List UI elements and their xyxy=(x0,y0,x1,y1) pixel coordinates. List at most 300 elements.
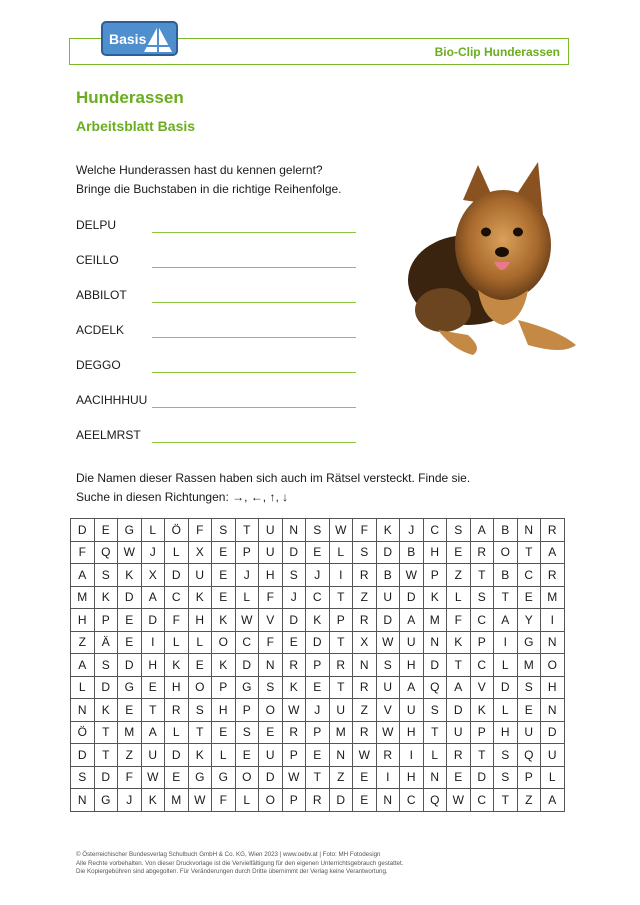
grid-cell[interactable]: H xyxy=(188,609,212,632)
grid-cell[interactable]: U xyxy=(376,586,400,609)
grid-cell[interactable]: S xyxy=(494,744,518,767)
grid-cell[interactable]: X xyxy=(188,541,212,564)
grid-cell[interactable]: I xyxy=(376,766,400,789)
grid-cell[interactable]: E xyxy=(353,789,377,812)
grid-cell[interactable]: H xyxy=(400,654,424,677)
grid-cell[interactable]: H xyxy=(165,676,189,699)
grid-cell[interactable]: E xyxy=(212,586,236,609)
grid-cell[interactable]: F xyxy=(447,609,471,632)
grid-cell[interactable]: A xyxy=(71,654,95,677)
grid-cell[interactable]: P xyxy=(306,654,330,677)
grid-cell[interactable]: E xyxy=(353,766,377,789)
answer-line[interactable] xyxy=(152,442,356,443)
grid-cell[interactable]: D xyxy=(494,676,518,699)
grid-cell[interactable]: S xyxy=(282,564,306,587)
grid-cell[interactable]: P xyxy=(235,699,259,722)
grid-cell[interactable]: F xyxy=(259,586,283,609)
grid-cell[interactable]: E xyxy=(282,631,306,654)
grid-cell[interactable]: E xyxy=(212,564,236,587)
grid-cell[interactable]: D xyxy=(282,609,306,632)
grid-cell[interactable]: C xyxy=(235,631,259,654)
grid-cell[interactable]: G xyxy=(212,766,236,789)
grid-cell[interactable]: R xyxy=(353,609,377,632)
grid-cell[interactable]: J xyxy=(306,699,330,722)
grid-row xyxy=(71,766,565,789)
grid-cell[interactable]: W xyxy=(376,631,400,654)
grid-cell[interactable]: R xyxy=(353,676,377,699)
grid-cell[interactable]: F xyxy=(259,631,283,654)
grid-cell[interactable]: T xyxy=(329,631,353,654)
grid-cell[interactable]: E xyxy=(517,586,541,609)
grid-cell[interactable]: P xyxy=(212,676,236,699)
grid-cell[interactable]: I xyxy=(400,744,424,767)
grid-cell[interactable]: W xyxy=(235,609,259,632)
grid-cell[interactable]: D xyxy=(470,766,494,789)
grid-cell[interactable]: U xyxy=(517,721,541,744)
grid-cell[interactable]: D xyxy=(71,519,95,542)
grid-cell[interactable]: Z xyxy=(447,564,471,587)
grid-cell[interactable]: Ö xyxy=(165,519,189,542)
grid-cell[interactable]: R xyxy=(470,541,494,564)
answer-line[interactable] xyxy=(152,232,356,233)
grid-cell[interactable]: T xyxy=(94,744,118,767)
grid-cell[interactable]: P xyxy=(94,609,118,632)
grid-cell[interactable]: D xyxy=(259,766,283,789)
grid-cell[interactable]: N xyxy=(71,789,95,812)
answer-line[interactable] xyxy=(152,267,356,268)
grid-cell[interactable]: F xyxy=(118,766,142,789)
grid-cell[interactable]: A xyxy=(400,609,424,632)
grid-cell[interactable]: T xyxy=(517,541,541,564)
grid-cell[interactable]: V xyxy=(470,676,494,699)
puzzle-intro-line-1: Die Namen dieser Rassen haben sich auch im Rätsel versteckt. Finde sie. xyxy=(76,471,471,485)
grid-cell[interactable]: D xyxy=(376,609,400,632)
grid-cell[interactable]: U xyxy=(259,519,283,542)
grid-cell[interactable]: X xyxy=(141,564,165,587)
grid-cell[interactable]: G xyxy=(94,789,118,812)
grid-cell[interactable]: C xyxy=(517,564,541,587)
grid-cell[interactable]: O xyxy=(212,631,236,654)
grid-cell[interactable]: S xyxy=(235,721,259,744)
grid-cell[interactable]: Q xyxy=(423,676,447,699)
grid-cell[interactable]: Ö xyxy=(71,721,95,744)
grid-cell[interactable]: J xyxy=(141,541,165,564)
grid-cell[interactable]: K xyxy=(212,609,236,632)
grid-cell[interactable]: I xyxy=(494,631,518,654)
grid-cell[interactable]: O xyxy=(259,699,283,722)
grid-cell[interactable]: M xyxy=(165,789,189,812)
grid-cell[interactable]: E xyxy=(118,609,142,632)
yorkshire-terrier-photo xyxy=(398,160,578,360)
grid-cell[interactable]: E xyxy=(118,699,142,722)
grid-cell[interactable]: B xyxy=(494,564,518,587)
grid-cell[interactable]: T xyxy=(235,519,259,542)
grid-cell[interactable]: N xyxy=(259,654,283,677)
grid-cell[interactable]: L xyxy=(141,519,165,542)
grid-cell[interactable]: G xyxy=(118,676,142,699)
grid-cell[interactable]: W xyxy=(447,789,471,812)
grid-cell[interactable]: T xyxy=(188,721,212,744)
grid-cell[interactable]: H xyxy=(400,721,424,744)
grid-cell[interactable]: F xyxy=(71,541,95,564)
grid-cell[interactable]: U xyxy=(400,631,424,654)
grid-cell[interactable]: D xyxy=(306,631,330,654)
answer-line[interactable] xyxy=(152,302,356,303)
grid-cell[interactable]: G xyxy=(517,631,541,654)
grid-cell[interactable]: H xyxy=(71,609,95,632)
grid-cell[interactable]: A xyxy=(141,586,165,609)
grid-cell[interactable]: L xyxy=(447,586,471,609)
grid-cell[interactable]: U xyxy=(541,744,565,767)
grid-cell[interactable]: S xyxy=(376,654,400,677)
grid-cell[interactable]: T xyxy=(470,564,494,587)
grid-cell[interactable]: N xyxy=(423,766,447,789)
grid-cell[interactable]: T xyxy=(447,654,471,677)
grid-cell[interactable]: J xyxy=(235,564,259,587)
grid-cell[interactable]: W xyxy=(376,721,400,744)
grid-row xyxy=(71,744,565,767)
grid-cell[interactable]: O xyxy=(188,676,212,699)
grid-cell[interactable]: I xyxy=(329,564,353,587)
grid-cell[interactable]: K xyxy=(306,609,330,632)
grid-cell[interactable]: L xyxy=(71,676,95,699)
grid-cell[interactable]: B xyxy=(400,541,424,564)
grid-cell[interactable]: V xyxy=(376,699,400,722)
grid-cell[interactable]: S xyxy=(259,676,283,699)
grid-cell[interactable]: O xyxy=(494,541,518,564)
grid-cell[interactable]: P xyxy=(470,721,494,744)
grid-cell[interactable]: E xyxy=(447,541,471,564)
grid-cell[interactable]: H xyxy=(212,699,236,722)
grid-cell[interactable]: W xyxy=(329,519,353,542)
grid-cell[interactable]: N xyxy=(541,699,565,722)
grid-cell[interactable]: P xyxy=(329,609,353,632)
grid-cell[interactable]: E xyxy=(212,541,236,564)
grid-cell[interactable]: R xyxy=(353,564,377,587)
grid-row xyxy=(71,676,565,699)
grid-row xyxy=(71,654,565,677)
grid-cell[interactable]: A xyxy=(541,541,565,564)
scrambled-word: CEILLO xyxy=(76,253,119,267)
scrambled-word: ACDELK xyxy=(76,323,125,337)
grid-cell[interactable]: E xyxy=(94,519,118,542)
grid-cell[interactable]: S xyxy=(94,564,118,587)
grid-cell[interactable]: T xyxy=(470,744,494,767)
grid-cell[interactable]: L xyxy=(329,541,353,564)
grid-cell[interactable]: J xyxy=(118,789,142,812)
grid-cell[interactable]: Q xyxy=(94,541,118,564)
grid-cell[interactable]: D xyxy=(165,744,189,767)
grid-cell[interactable]: Z xyxy=(353,586,377,609)
grid-cell[interactable]: T xyxy=(494,586,518,609)
page-title: Hunderassen xyxy=(76,88,184,107)
grid-cell[interactable]: O xyxy=(541,654,565,677)
grid-cell[interactable]: G xyxy=(235,676,259,699)
grid-cell[interactable]: J xyxy=(282,586,306,609)
grid-cell[interactable]: M xyxy=(118,721,142,744)
grid-cell[interactable]: C xyxy=(423,519,447,542)
grid-cell[interactable]: R xyxy=(306,789,330,812)
grid-cell[interactable]: L xyxy=(235,586,259,609)
grid-cell[interactable]: D xyxy=(541,721,565,744)
grid-cell[interactable]: E xyxy=(306,676,330,699)
grid-cell[interactable]: K xyxy=(141,789,165,812)
grid-cell[interactable]: E xyxy=(306,744,330,767)
grid-cell[interactable]: D xyxy=(71,744,95,767)
grid-cell[interactable]: D xyxy=(400,586,424,609)
grid-cell[interactable]: N xyxy=(282,519,306,542)
grid-cell[interactable]: B xyxy=(494,519,518,542)
grid-cell[interactable]: P xyxy=(306,721,330,744)
grid-cell[interactable]: K xyxy=(376,519,400,542)
grid-cell[interactable]: R xyxy=(541,564,565,587)
grid-cell[interactable]: Q xyxy=(423,789,447,812)
grid-cell[interactable]: L xyxy=(212,744,236,767)
grid-cell[interactable]: U xyxy=(141,744,165,767)
scrambled-word-row xyxy=(76,253,366,273)
grid-row xyxy=(71,721,565,744)
grid-row xyxy=(71,789,565,812)
grid-cell[interactable]: D xyxy=(118,586,142,609)
grid-cell[interactable]: D xyxy=(282,541,306,564)
grid-cell[interactable]: T xyxy=(423,721,447,744)
grid-cell[interactable]: D xyxy=(94,676,118,699)
grid-cell[interactable]: K xyxy=(447,631,471,654)
grid-cell[interactable]: P xyxy=(517,766,541,789)
grid-cell[interactable]: C xyxy=(306,586,330,609)
grid-cell[interactable]: E xyxy=(517,699,541,722)
grid-cell[interactable]: F xyxy=(353,519,377,542)
grid-cell[interactable]: P xyxy=(282,744,306,767)
grid-cell[interactable]: U xyxy=(376,676,400,699)
grid-cell[interactable]: K xyxy=(188,744,212,767)
grid-cell[interactable]: L xyxy=(494,654,518,677)
grid-cell[interactable]: H xyxy=(259,564,283,587)
grid-cell[interactable]: J xyxy=(306,564,330,587)
grid-cell[interactable]: W xyxy=(282,699,306,722)
grid-cell[interactable]: H xyxy=(494,721,518,744)
grid-cell[interactable]: T xyxy=(329,586,353,609)
grid-cell[interactable]: S xyxy=(517,676,541,699)
grid-cell[interactable]: Q xyxy=(517,744,541,767)
grid-cell[interactable]: D xyxy=(165,564,189,587)
grid-cell[interactable]: I xyxy=(541,609,565,632)
grid-cell[interactable]: R xyxy=(447,744,471,767)
grid-cell[interactable]: S xyxy=(94,654,118,677)
grid-cell[interactable]: S xyxy=(306,519,330,542)
grid-cell[interactable]: Y xyxy=(517,609,541,632)
grid-cell[interactable]: U xyxy=(259,744,283,767)
grid-cell[interactable]: R xyxy=(165,699,189,722)
grid-cell[interactable]: T xyxy=(94,721,118,744)
grid-cell[interactable]: F xyxy=(188,519,212,542)
grid-cell[interactable]: A xyxy=(400,676,424,699)
grid-cell[interactable]: G xyxy=(118,519,142,542)
grid-cell[interactable]: E xyxy=(212,721,236,744)
grid-cell[interactable]: L xyxy=(541,766,565,789)
grid-cell[interactable]: Z xyxy=(353,699,377,722)
grid-cell[interactable]: S xyxy=(423,699,447,722)
grid-cell[interactable]: H xyxy=(423,541,447,564)
grid-cell[interactable]: K xyxy=(165,654,189,677)
grid-cell[interactable]: D xyxy=(118,654,142,677)
grid-cell[interactable]: T xyxy=(306,766,330,789)
grid-cell[interactable]: K xyxy=(423,586,447,609)
grid-cell[interactable]: V xyxy=(259,609,283,632)
grid-cell[interactable]: N xyxy=(329,744,353,767)
grid-cell[interactable]: W xyxy=(400,564,424,587)
grid-cell[interactable]: L xyxy=(165,541,189,564)
grid-cell[interactable]: M xyxy=(541,586,565,609)
grid-cell[interactable]: U xyxy=(259,541,283,564)
intro-line-1: Welche Hunderassen hast du kennen gelernt? xyxy=(76,163,323,177)
grid-cell[interactable]: C xyxy=(165,586,189,609)
grid-cell[interactable]: S xyxy=(71,766,95,789)
grid-cell[interactable]: R xyxy=(353,721,377,744)
grid-cell[interactable]: R xyxy=(541,519,565,542)
grid-cell[interactable]: A xyxy=(541,789,565,812)
grid-cell[interactable]: M xyxy=(517,654,541,677)
grid-cell[interactable]: E xyxy=(447,766,471,789)
grid-cell[interactable]: N xyxy=(376,789,400,812)
grid-cell[interactable]: X xyxy=(353,631,377,654)
word-search-grid xyxy=(70,518,565,812)
grid-cell[interactable]: C xyxy=(400,789,424,812)
grid-cell[interactable]: S xyxy=(353,541,377,564)
grid-cell[interactable]: H xyxy=(541,676,565,699)
grid-cell[interactable]: M xyxy=(329,721,353,744)
grid-cell[interactable]: S xyxy=(494,766,518,789)
grid-cell[interactable]: L xyxy=(165,721,189,744)
answer-line[interactable] xyxy=(152,337,356,338)
grid-cell[interactable]: N xyxy=(517,519,541,542)
grid-cell[interactable]: Ä xyxy=(94,631,118,654)
grid-cell[interactable]: T xyxy=(141,699,165,722)
grid-cell[interactable]: U xyxy=(447,721,471,744)
grid-cell[interactable]: W xyxy=(118,541,142,564)
grid-cell[interactable]: P xyxy=(282,789,306,812)
grid-cell[interactable]: W xyxy=(282,766,306,789)
grid-cell[interactable]: E xyxy=(259,721,283,744)
grid-cell[interactable]: E xyxy=(118,631,142,654)
grid-cell[interactable]: D xyxy=(94,766,118,789)
grid-cell[interactable]: N xyxy=(71,699,95,722)
grid-cell[interactable]: A xyxy=(71,564,95,587)
grid-cell[interactable]: D xyxy=(329,789,353,812)
grid-cell[interactable]: U xyxy=(329,699,353,722)
grid-cell[interactable]: E xyxy=(306,541,330,564)
grid-cell[interactable]: L xyxy=(235,789,259,812)
grid-cell[interactable]: D xyxy=(423,654,447,677)
puzzle-intro-line-2: Suche in diesen Richtungen: →, ←, ↑, ↓ xyxy=(76,490,289,504)
grid-cell[interactable]: A xyxy=(494,609,518,632)
grid-cell[interactable]: W xyxy=(353,744,377,767)
grid-cell[interactable]: S xyxy=(447,519,471,542)
grid-cell[interactable]: L xyxy=(165,631,189,654)
grid-cell[interactable]: Z xyxy=(118,744,142,767)
grid-cell[interactable]: J xyxy=(400,519,424,542)
grid-cell[interactable]: A xyxy=(470,519,494,542)
grid-cell[interactable]: K xyxy=(118,564,142,587)
grid-cell[interactable]: N xyxy=(541,631,565,654)
grid-cell[interactable]: M xyxy=(71,586,95,609)
grid-cell[interactable]: W xyxy=(141,766,165,789)
grid-cell[interactable]: D xyxy=(141,609,165,632)
grid-cell[interactable]: M xyxy=(423,609,447,632)
grid-cell[interactable]: E xyxy=(235,744,259,767)
grid-cell[interactable]: L xyxy=(423,744,447,767)
grid-cell[interactable]: S xyxy=(188,699,212,722)
grid-cell[interactable]: U xyxy=(188,564,212,587)
grid-cell[interactable]: H xyxy=(400,766,424,789)
grid-cell[interactable]: K xyxy=(470,699,494,722)
grid-cell[interactable]: E xyxy=(188,654,212,677)
grid-cell[interactable]: Z xyxy=(517,789,541,812)
scrambled-word-row xyxy=(76,323,366,343)
grid-cell[interactable]: F xyxy=(165,609,189,632)
grid-cell[interactable]: N xyxy=(423,631,447,654)
grid-cell[interactable]: C xyxy=(470,789,494,812)
answer-line[interactable] xyxy=(152,372,356,373)
grid-cell[interactable]: R xyxy=(282,654,306,677)
grid-cell[interactable]: O xyxy=(235,766,259,789)
grid-row xyxy=(71,541,565,564)
grid-cell[interactable]: A xyxy=(141,721,165,744)
grid-cell[interactable]: F xyxy=(212,789,236,812)
grid-cell[interactable]: K xyxy=(212,654,236,677)
grid-cell[interactable]: D xyxy=(447,699,471,722)
grid-cell[interactable]: D xyxy=(235,654,259,677)
grid-cell[interactable]: E xyxy=(141,676,165,699)
grid-cell[interactable]: Z xyxy=(71,631,95,654)
grid-cell[interactable]: E xyxy=(165,766,189,789)
grid-cell[interactable]: P xyxy=(423,564,447,587)
grid-cell[interactable]: S xyxy=(212,519,236,542)
grid-cell[interactable]: R xyxy=(282,721,306,744)
grid-cell[interactable]: K xyxy=(282,676,306,699)
grid-row xyxy=(71,586,565,609)
grid-cell[interactable]: A xyxy=(447,676,471,699)
grid-cell[interactable]: K xyxy=(94,586,118,609)
grid-cell[interactable]: U xyxy=(400,699,424,722)
grid-cell[interactable]: Z xyxy=(329,766,353,789)
grid-cell[interactable]: L xyxy=(494,699,518,722)
grid-cell[interactable]: P xyxy=(470,631,494,654)
grid-cell[interactable]: W xyxy=(188,789,212,812)
grid-cell[interactable]: D xyxy=(376,541,400,564)
grid-cell[interactable]: H xyxy=(141,654,165,677)
grid-cell[interactable]: N xyxy=(353,654,377,677)
grid-cell[interactable]: S xyxy=(470,586,494,609)
grid-cell[interactable]: C xyxy=(470,654,494,677)
grid-cell[interactable]: G xyxy=(188,766,212,789)
answer-line[interactable] xyxy=(152,407,356,408)
grid-cell[interactable]: K xyxy=(94,699,118,722)
grid-cell[interactable]: R xyxy=(329,654,353,677)
grid-cell[interactable]: P xyxy=(235,541,259,564)
grid-cell[interactable]: R xyxy=(376,744,400,767)
grid-cell[interactable]: T xyxy=(329,676,353,699)
grid-row xyxy=(71,519,565,542)
grid-cell[interactable]: I xyxy=(141,631,165,654)
intro-line-2: Bringe die Buchstaben in die richtige Reihenfolge. xyxy=(76,182,342,196)
grid-cell[interactable]: C xyxy=(470,609,494,632)
grid-cell[interactable]: K xyxy=(188,586,212,609)
grid-cell[interactable]: L xyxy=(188,631,212,654)
grid-cell[interactable]: O xyxy=(259,789,283,812)
grid-cell[interactable]: T xyxy=(494,789,518,812)
grid-cell[interactable]: B xyxy=(376,564,400,587)
